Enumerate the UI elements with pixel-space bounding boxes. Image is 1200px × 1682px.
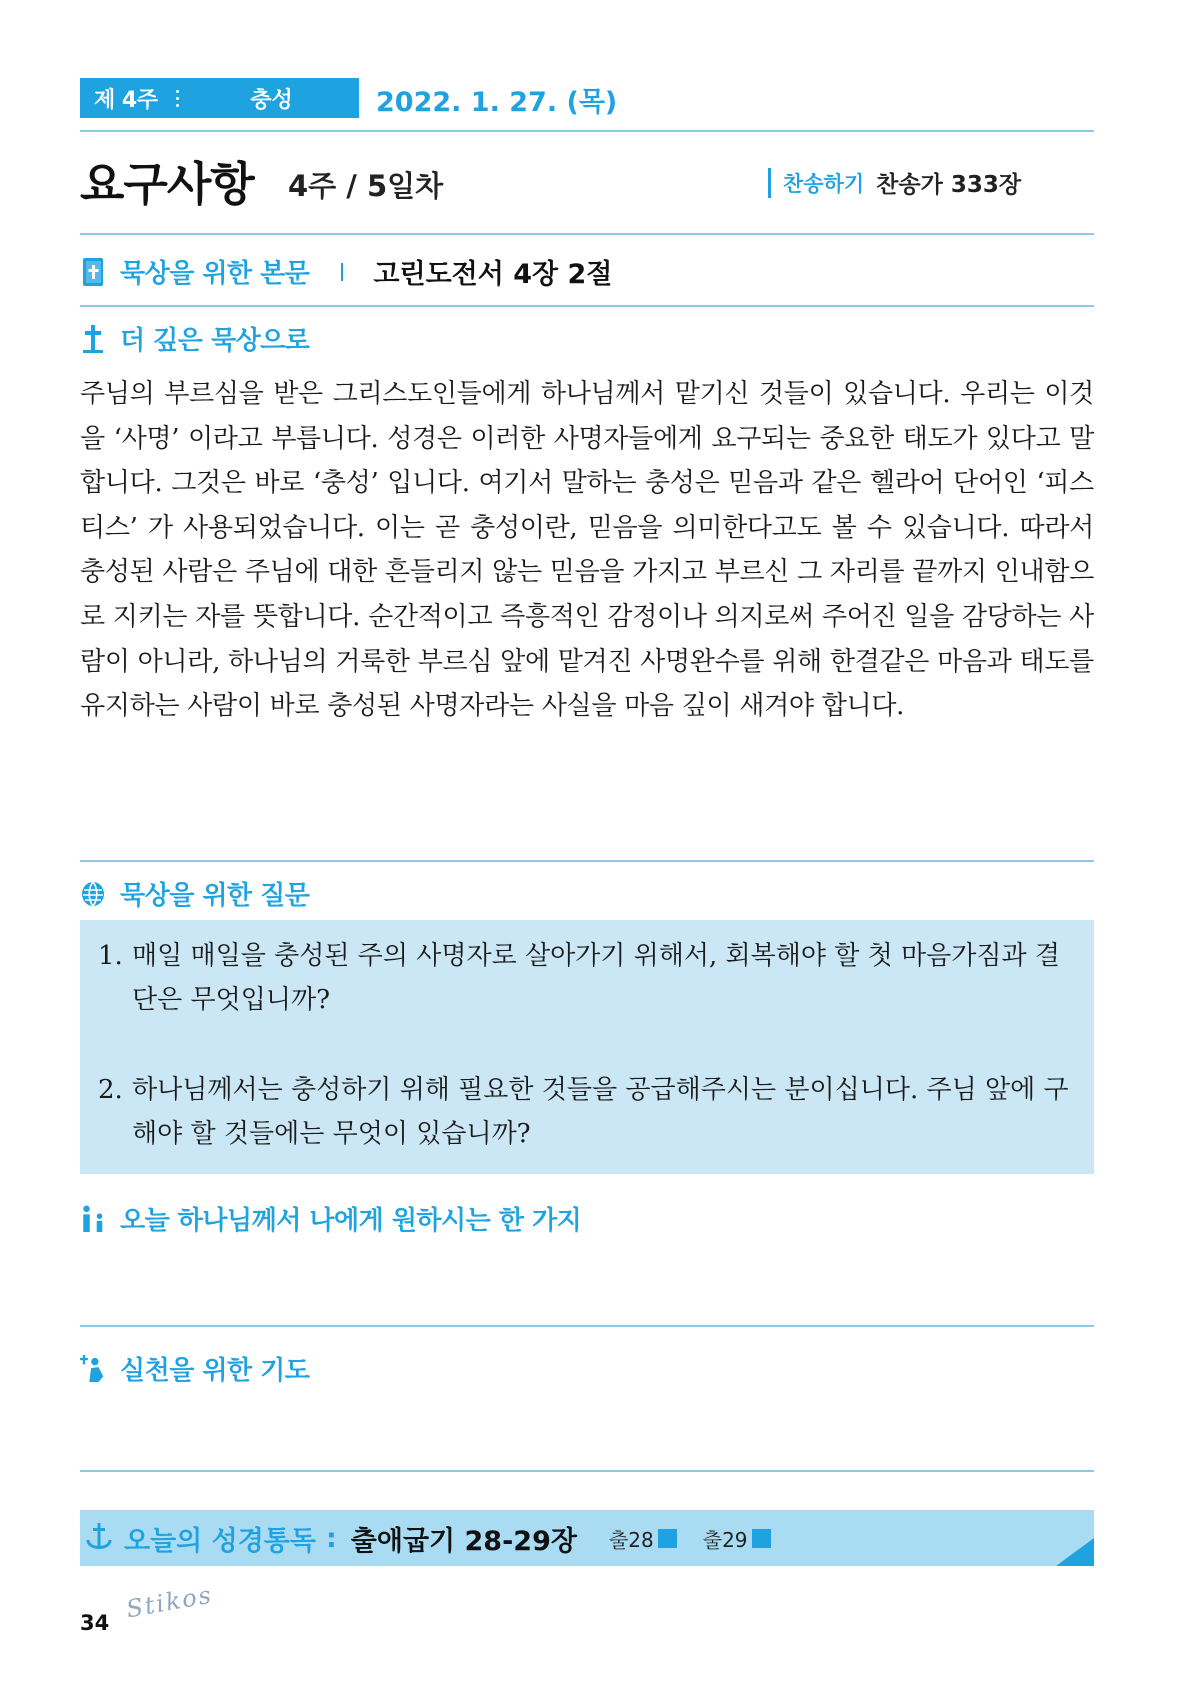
page-number: 34	[80, 1611, 110, 1635]
reading-colon: :	[325, 1522, 337, 1554]
anchor-icon	[86, 1522, 112, 1554]
meditation-text-label: 묵상을 위한 본문	[120, 259, 310, 289]
one-thing-label: 오늘 하나님께서 나에게 원하시는 한 가지	[120, 1206, 582, 1236]
divider	[80, 1325, 1094, 1327]
bible-icon	[80, 257, 106, 287]
question-text: 매일 매일을 충성된 주의 사명자로 살아가기 위해서, 회복해야 할 첫 마음가짐과 결단은 무엇입니까?	[132, 941, 1061, 1015]
page-subtitle: 4주 / 5일차	[288, 169, 444, 203]
one-thing-heading	[80, 1200, 581, 1237]
questions-label: 묵상을 위한 질문	[120, 881, 310, 911]
meditation-text-heading	[80, 252, 612, 291]
reading-value: 출애굽기 28-29장	[350, 1525, 577, 1557]
bible-reading-bar	[80, 1510, 1094, 1566]
deeper-heading	[80, 320, 309, 357]
checkbox-icon[interactable]	[752, 1529, 771, 1548]
prayer-heading	[80, 1350, 309, 1387]
divider	[80, 233, 1094, 235]
questions-heading	[80, 875, 309, 912]
divider	[80, 1470, 1094, 1472]
theme-tag: 충성	[183, 78, 359, 118]
check-label: 출29	[702, 1527, 748, 1552]
deeper-label: 더 깊은 묵상으로	[120, 326, 310, 356]
date: 2022. 1. 27. (목)	[376, 87, 618, 118]
people-icon	[80, 1204, 106, 1234]
cross-icon	[80, 324, 106, 354]
prayer-label: 실천을 위한 기도	[120, 1356, 310, 1386]
hymn-label: 찬송하기	[783, 171, 865, 196]
divider	[80, 305, 1094, 307]
hymn-bar	[768, 168, 771, 198]
hymn	[768, 166, 1021, 199]
check-label: 출28	[608, 1527, 654, 1552]
reading-check-2[interactable]	[703, 1524, 771, 1553]
week-header	[80, 78, 359, 118]
praying-icon	[80, 1354, 106, 1384]
page-title: 요구사항	[80, 157, 254, 211]
question-item	[98, 1068, 1078, 1156]
scripture-passage: 고린도전서 4장 2절	[373, 259, 613, 290]
meditation-body: 주님의 부르심을 받은 그리스도인들에게 하나님께서 맡기신 것들이 있습니다. 우리는 이것을 ‘사명’ 이라고 부릅니다. 성경은 이러한 사명자들에게 요구되는 중요한 태도가 있다고 말합니다. 그것은 바로 ‘충성’ 입니다. 여기서 말하는 충성은 믿음과 같은 헬라어 단어인 ‘피스티스’ 가 사용되었습니다. 이는 곧 충성이란, 믿음을 의미한다고도 볼 수 있습니다. 따라서 충성된 사람은 주님에 대한 흔들리지 않는 믿음을 가지고 부르신 그 자리를 끝까지 인내함으로 지키는 자를 뜻합니다. 순간적이고 즉흥적인 감정이나 의지로써 주어진 일을 감당하는 사람이 아니라, 하나님의 거룩한 부르심 앞에 맡겨진 사명완수를 위해 한결같은 마음과 태도를 유지하는 사람이 바로 충성된 사명자라는 사실을 마음 깊이 새겨야 합니다.	[80, 379, 1094, 722]
hymn-value: 찬송가 333장	[876, 172, 1022, 198]
questions-box	[80, 920, 1094, 1174]
question-number: 2.	[98, 1075, 123, 1105]
reading-label: 오늘의 성경통독	[124, 1525, 316, 1557]
tag-separator	[171, 78, 183, 118]
divider	[80, 130, 1094, 132]
question-number: 1.	[98, 941, 123, 971]
question-item	[98, 934, 1078, 1022]
logo: Stikos	[124, 1580, 215, 1624]
checkbox-icon[interactable]	[658, 1529, 677, 1548]
question-text: 하나님께서는 충성하기 위해 필요한 것들을 공급해주시는 분이십니다. 주님 앞에 구해야 할 것들에는 무엇이 있습니까?	[132, 1075, 1069, 1149]
divider	[80, 860, 1094, 862]
week-tag: 제 4주	[80, 78, 171, 118]
reading-check-1[interactable]	[609, 1524, 677, 1553]
globe-icon	[80, 879, 106, 909]
separator-bar	[341, 263, 343, 281]
corner-triangle	[1056, 1538, 1094, 1566]
